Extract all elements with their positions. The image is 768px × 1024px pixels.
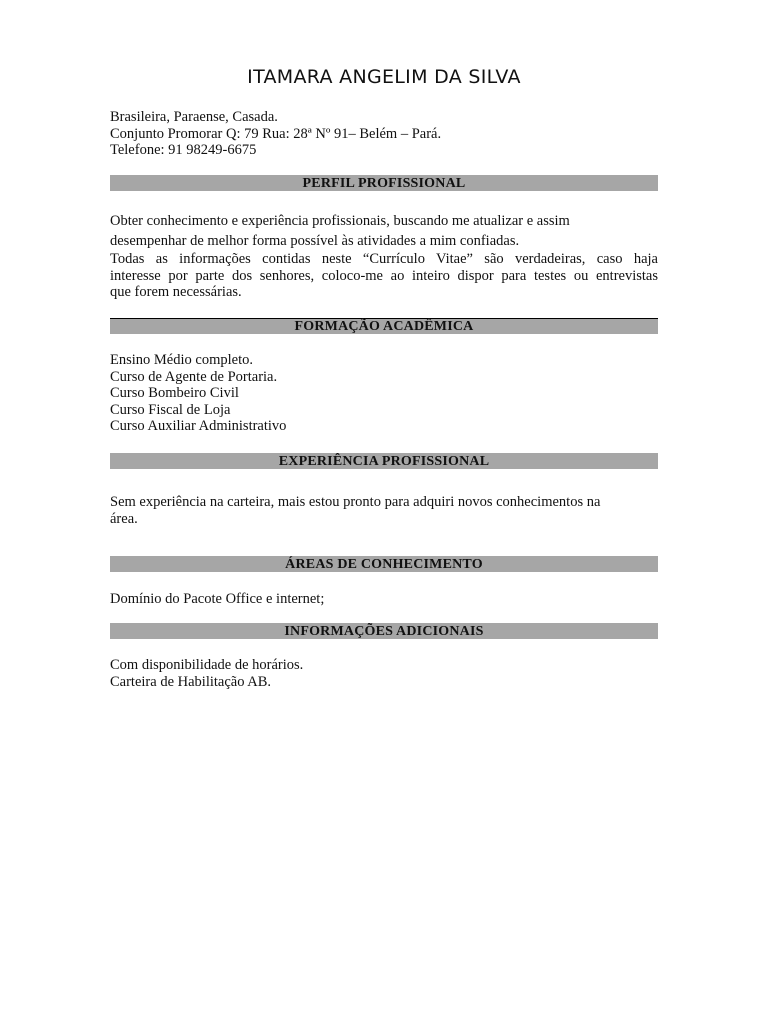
- areas-text: [110, 591, 658, 608]
- section-header-adicionais: INFORMAÇÕES ADICIONAIS: [110, 623, 658, 639]
- formacao-list: [110, 352, 658, 435]
- section-header-areas: ÁREAS DE CONHECIMENTO: [110, 556, 658, 572]
- adicionais-item: Com disponibilidade de horários.: [110, 657, 304, 673]
- areas-text-line: Domínio do Pacote Office e internet;: [110, 591, 325, 607]
- perfil-text-line: Todas as informações contidas neste “Currículo Vitae” são verdadeiras, caso haja: [110, 251, 658, 267]
- adicionais-item: Carteira de Habilitação AB.: [110, 673, 272, 690]
- personal-info-line: Brasileira, Paraense, Casada.: [110, 109, 278, 125]
- experiencia-text: [110, 494, 658, 527]
- phone-line: Telefone: 91 98249-6675: [110, 142, 257, 159]
- adicionais-list: [110, 657, 658, 690]
- formacao-item: Curso Auxiliar Administrativo: [110, 418, 287, 435]
- formacao-item: Curso Bombeiro Civil: [110, 385, 239, 402]
- perfil-text-line: desempenhar de melhor forma possível às atividades a mim confiadas.: [110, 233, 520, 249]
- personal-info: [110, 109, 658, 159]
- perfil-paragraph-1: [110, 211, 658, 251]
- candidate-name: ITAMARA ANGELIM DA SILVA: [247, 66, 521, 88]
- perfil-text-line: que forem necessárias.: [110, 284, 242, 301]
- formacao-item: Ensino Médio completo.: [110, 352, 253, 368]
- perfil-text-line: Obter conhecimento e experiência profissionais, buscando me atualizar e assim: [110, 213, 570, 229]
- perfil-paragraph-2: [110, 251, 658, 301]
- address-line: Conjunto Promorar Q: 79 Rua: 28ª Nº 91– Belém – Pará.: [110, 125, 442, 142]
- perfil-text-line: interesse por parte dos senhores, coloco-me ao inteiro dispor para testes ou entrevistas: [110, 267, 658, 284]
- formacao-item: Curso Fiscal de Loja: [110, 401, 231, 418]
- section-header-perfil: PERFIL PROFISSIONAL: [110, 175, 658, 191]
- experiencia-text-line: área.: [110, 510, 138, 527]
- experiencia-text-line: Sem experiência na carteira, mais estou pronto para adquiri novos conhecimentos na: [110, 494, 601, 510]
- section-header-formacao: FORMAÇÃO ACADÊMICA: [110, 318, 658, 334]
- section-header-experiencia: EXPERIÊNCIA PROFISSIONAL: [110, 453, 658, 469]
- formacao-item: Curso de Agente de Portaria.: [110, 368, 278, 385]
